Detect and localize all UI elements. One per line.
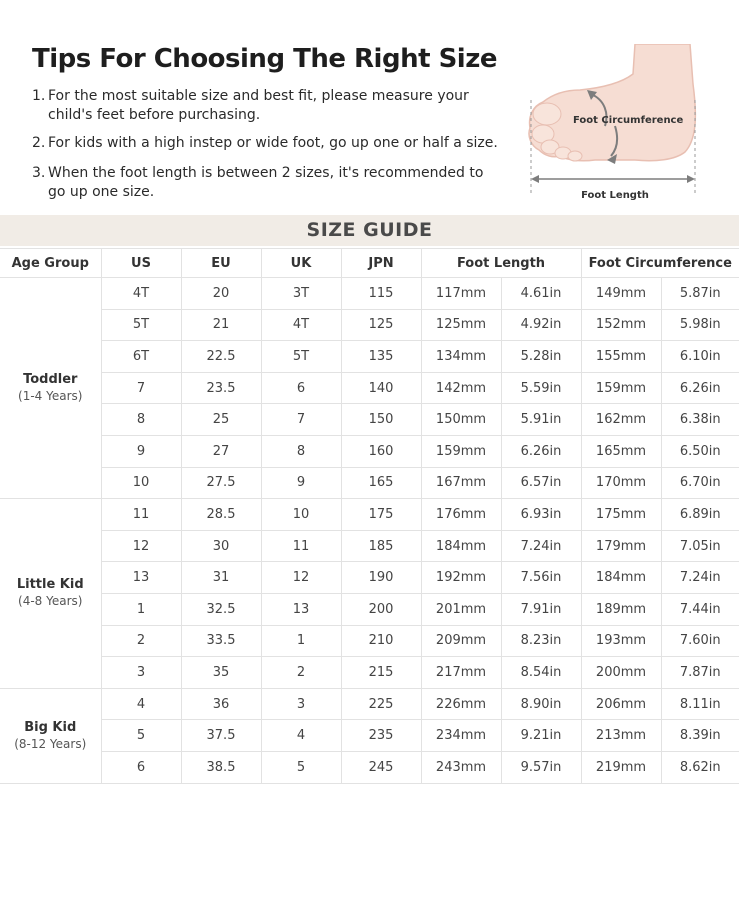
- cell-foot-length-in: 6.93in: [501, 499, 581, 531]
- cell-eu: 25: [181, 404, 261, 436]
- cell-foot-circumference-mm: 149mm: [581, 278, 661, 310]
- size-guide-table: [0, 248, 739, 784]
- cell-uk: 3T: [261, 278, 341, 310]
- cell-foot-length-mm: 134mm: [421, 341, 501, 373]
- cell-foot-length-mm: 243mm: [421, 751, 501, 783]
- column-header-us: US: [101, 249, 181, 278]
- cell-foot-circumference-in: 6.89in: [661, 499, 739, 531]
- table-row: [0, 309, 739, 341]
- cell-eu: 27.5: [181, 467, 261, 499]
- cell-uk: 5T: [261, 341, 341, 373]
- cell-foot-circumference-in: 6.50in: [661, 435, 739, 467]
- cell-us: 5: [101, 720, 181, 752]
- column-header-foot-length: Foot Length: [421, 249, 581, 278]
- cell-foot-length-in: 7.56in: [501, 562, 581, 594]
- cell-foot-length-in: 7.24in: [501, 530, 581, 562]
- cell-foot-length-mm: 184mm: [421, 530, 501, 562]
- cell-foot-circumference-in: 6.70in: [661, 467, 739, 499]
- tip-text: When the foot length is between 2 sizes, it's recommended to: [48, 165, 484, 181]
- cell-us: 5T: [101, 309, 181, 341]
- cell-jpn: 135: [341, 341, 421, 373]
- table-row: [0, 499, 739, 531]
- cell-foot-length-mm: 201mm: [421, 593, 501, 625]
- age-group-name: Little Kid: [16, 577, 84, 593]
- cell-foot-length-in: 9.57in: [501, 751, 581, 783]
- cell-foot-length-in: 7.91in: [501, 593, 581, 625]
- tip-number: 1.: [32, 88, 46, 104]
- cell-us: 4: [101, 688, 181, 720]
- cell-uk: 1: [261, 625, 341, 657]
- header-row: [0, 249, 739, 278]
- cell-eu: 21: [181, 309, 261, 341]
- cell-foot-length-in: 5.59in: [501, 372, 581, 404]
- table-row: [0, 435, 739, 467]
- tip-number: 3.: [32, 165, 46, 181]
- cell-jpn: 190: [341, 562, 421, 594]
- cell-eu: 33.5: [181, 625, 261, 657]
- column-header-foot-circumference: Foot Circumference: [581, 249, 739, 278]
- arrowhead: [687, 175, 695, 183]
- cell-foot-circumference-mm: 193mm: [581, 625, 661, 657]
- cell-foot-circumference-in: 7.05in: [661, 530, 739, 562]
- age-group-cell: [0, 278, 101, 499]
- cell-us: 9: [101, 435, 181, 467]
- cell-foot-circumference-mm: 162mm: [581, 404, 661, 436]
- cell-uk: 12: [261, 562, 341, 594]
- tip-text: For the most suitable size and best fit, please measure your: [48, 88, 469, 104]
- cell-eu: 23.5: [181, 372, 261, 404]
- table-row: [0, 720, 739, 752]
- cell-foot-circumference-in: 6.10in: [661, 341, 739, 373]
- age-group-cell: [0, 499, 101, 689]
- cell-jpn: 160: [341, 435, 421, 467]
- cell-eu: 37.5: [181, 720, 261, 752]
- tip-number: 2.: [32, 135, 46, 151]
- cell-uk: 10: [261, 499, 341, 531]
- age-group-range: (1-4 Years): [18, 389, 83, 404]
- cell-foot-circumference-mm: 175mm: [581, 499, 661, 531]
- cell-uk: 7: [261, 404, 341, 436]
- cell-jpn: 185: [341, 530, 421, 562]
- arrowhead: [531, 175, 539, 183]
- age-group-range: (8-12 Years): [14, 736, 87, 751]
- column-header-eu: EU: [181, 249, 261, 278]
- cell-eu: 30: [181, 530, 261, 562]
- cell-jpn: 140: [341, 372, 421, 404]
- cell-foot-length-in: 6.57in: [501, 467, 581, 499]
- cell-foot-circumference-mm: 189mm: [581, 593, 661, 625]
- table-row: [0, 657, 739, 689]
- cell-us: 2: [101, 625, 181, 657]
- cell-eu: 36: [181, 688, 261, 720]
- cell-jpn: 200: [341, 593, 421, 625]
- cell-us: 4T: [101, 278, 181, 310]
- cell-us: 1: [101, 593, 181, 625]
- cell-uk: 4: [261, 720, 341, 752]
- age-group-name: Toddler: [23, 372, 78, 388]
- cell-foot-circumference-in: 6.26in: [661, 372, 739, 404]
- cell-jpn: 235: [341, 720, 421, 752]
- table-row: [0, 625, 739, 657]
- table-row: [0, 404, 739, 436]
- cell-foot-circumference-in: 7.44in: [661, 593, 739, 625]
- page-title: Tips For Choosing The Right Size: [32, 44, 497, 74]
- cell-foot-length-mm: 209mm: [421, 625, 501, 657]
- cell-foot-circumference-in: 5.98in: [661, 309, 739, 341]
- cell-foot-circumference-mm: 155mm: [581, 341, 661, 373]
- cell-us: 10: [101, 467, 181, 499]
- cell-eu: 27: [181, 435, 261, 467]
- cell-eu: 28.5: [181, 499, 261, 531]
- cell-foot-circumference-mm: 200mm: [581, 657, 661, 689]
- cell-jpn: 125: [341, 309, 421, 341]
- cell-foot-length-in: 4.61in: [501, 278, 581, 310]
- tip-text: For kids with a high instep or wide foot, go up one or half a size.: [48, 135, 498, 151]
- foot-circumference-label: Foot Circumference: [573, 115, 684, 126]
- column-header-jpn: JPN: [341, 249, 421, 278]
- cell-foot-circumference-mm: 206mm: [581, 688, 661, 720]
- cell-foot-circumference-in: 7.60in: [661, 625, 739, 657]
- cell-foot-length-in: 8.54in: [501, 657, 581, 689]
- cell-foot-length-in: 8.90in: [501, 688, 581, 720]
- cell-jpn: 225: [341, 688, 421, 720]
- cell-foot-circumference-in: 5.87in: [661, 278, 739, 310]
- cell-jpn: 150: [341, 404, 421, 436]
- cell-foot-circumference-mm: 213mm: [581, 720, 661, 752]
- tip-1: [32, 87, 469, 125]
- cell-foot-circumference-mm: 219mm: [581, 751, 661, 783]
- cell-foot-circumference-mm: 165mm: [581, 435, 661, 467]
- toe: [568, 151, 582, 161]
- cell-us: 3: [101, 657, 181, 689]
- cell-uk: 4T: [261, 309, 341, 341]
- cell-foot-length-mm: 159mm: [421, 435, 501, 467]
- cell-foot-length-mm: 142mm: [421, 372, 501, 404]
- cell-jpn: 210: [341, 625, 421, 657]
- cell-foot-length-mm: 217mm: [421, 657, 501, 689]
- age-group-range: (4-8 Years): [18, 594, 83, 609]
- cell-eu: 31: [181, 562, 261, 594]
- cell-uk: 11: [261, 530, 341, 562]
- cell-eu: 32.5: [181, 593, 261, 625]
- tip-text-continued: go up one size.: [48, 184, 155, 200]
- toe: [533, 103, 561, 125]
- table-row: [0, 593, 739, 625]
- table-row: [0, 751, 739, 783]
- cell-foot-circumference-in: 8.39in: [661, 720, 739, 752]
- tip-2: [32, 134, 498, 153]
- cell-jpn: 115: [341, 278, 421, 310]
- foot-length-label: Foot Length: [581, 190, 649, 201]
- tip-text-continued: child's feet before purchasing.: [48, 107, 261, 123]
- cell-uk: 2: [261, 657, 341, 689]
- cell-foot-circumference-mm: 159mm: [581, 372, 661, 404]
- column-header-age-group: Age Group: [0, 249, 101, 278]
- cell-us: 6T: [101, 341, 181, 373]
- foot-measurement-diagram: [525, 44, 705, 209]
- cell-us: 11: [101, 499, 181, 531]
- cell-us: 12: [101, 530, 181, 562]
- cell-eu: 22.5: [181, 341, 261, 373]
- cell-jpn: 245: [341, 751, 421, 783]
- cell-foot-circumference-in: 7.87in: [661, 657, 739, 689]
- cell-uk: 5: [261, 751, 341, 783]
- cell-eu: 20: [181, 278, 261, 310]
- cell-us: 7: [101, 372, 181, 404]
- cell-us: 13: [101, 562, 181, 594]
- cell-jpn: 165: [341, 467, 421, 499]
- cell-uk: 13: [261, 593, 341, 625]
- age-group-cell: [0, 688, 101, 783]
- tip-3: [32, 164, 483, 202]
- table-row: [0, 562, 739, 594]
- table-row: [0, 530, 739, 562]
- cell-foot-circumference-mm: 170mm: [581, 467, 661, 499]
- cell-jpn: 175: [341, 499, 421, 531]
- cell-uk: 6: [261, 372, 341, 404]
- cell-uk: 8: [261, 435, 341, 467]
- table-row: [0, 341, 739, 373]
- table-row: [0, 688, 739, 720]
- column-header-uk: UK: [261, 249, 341, 278]
- cell-foot-length-mm: 117mm: [421, 278, 501, 310]
- cell-us: 6: [101, 751, 181, 783]
- cell-foot-length-mm: 167mm: [421, 467, 501, 499]
- cell-eu: 35: [181, 657, 261, 689]
- cell-foot-circumference-mm: 184mm: [581, 562, 661, 594]
- size-guide-title: SIZE GUIDE: [306, 219, 433, 241]
- cell-foot-length-in: 9.21in: [501, 720, 581, 752]
- cell-foot-circumference-in: 8.62in: [661, 751, 739, 783]
- cell-foot-length-mm: 234mm: [421, 720, 501, 752]
- cell-foot-length-mm: 150mm: [421, 404, 501, 436]
- table-row: [0, 372, 739, 404]
- cell-foot-length-in: 5.28in: [501, 341, 581, 373]
- cell-foot-length-mm: 226mm: [421, 688, 501, 720]
- cell-foot-circumference-mm: 152mm: [581, 309, 661, 341]
- table-row: [0, 467, 739, 499]
- cell-foot-circumference-mm: 179mm: [581, 530, 661, 562]
- cell-eu: 38.5: [181, 751, 261, 783]
- cell-jpn: 215: [341, 657, 421, 689]
- cell-foot-length-mm: 176mm: [421, 499, 501, 531]
- cell-foot-length-in: 4.92in: [501, 309, 581, 341]
- age-group-name: Big Kid: [24, 719, 77, 735]
- cell-uk: 3: [261, 688, 341, 720]
- cell-foot-length-mm: 192mm: [421, 562, 501, 594]
- cell-foot-circumference-in: 8.11in: [661, 688, 739, 720]
- cell-foot-circumference-in: 7.24in: [661, 562, 739, 594]
- cell-us: 8: [101, 404, 181, 436]
- cell-foot-length-mm: 125mm: [421, 309, 501, 341]
- cell-foot-length-in: 6.26in: [501, 435, 581, 467]
- table-row: [0, 278, 739, 310]
- cell-foot-circumference-in: 6.38in: [661, 404, 739, 436]
- cell-foot-length-in: 8.23in: [501, 625, 581, 657]
- cell-foot-length-in: 5.91in: [501, 404, 581, 436]
- cell-uk: 9: [261, 467, 341, 499]
